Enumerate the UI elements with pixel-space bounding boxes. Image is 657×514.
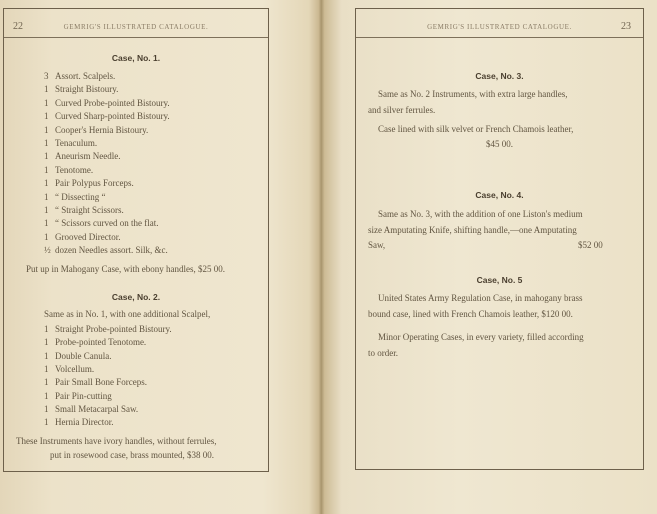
case-2-intro: Same as in No. 1, with one additional Scalpel, — [44, 309, 211, 319]
case-1-item-text: Cooper's Hernia Bistoury. — [55, 124, 149, 135]
case-4-title: Case, No. 4. — [475, 190, 524, 200]
case-1-item-qty: 1 — [44, 97, 49, 108]
case-1-item-text: Curved Probe-pointed Bistoury. — [55, 97, 170, 108]
right-page-frame — [355, 8, 644, 470]
case-1-item-qty: 1 — [44, 151, 49, 162]
case-1-item-text: Pair Polypus Forceps. — [55, 178, 134, 189]
case-1-item-text: “ Straight Scissors. — [55, 205, 124, 215]
case-2-item-qty: 1 — [44, 337, 49, 348]
case-1-item-qty: 1 — [44, 218, 49, 229]
case-2-item-qty: 1 — [44, 403, 49, 414]
case-2-item-text: Straight Probe-pointed Bistoury. — [55, 324, 172, 334]
case-1-item-qty: 1 — [44, 124, 49, 135]
case-2-footer-line2: put in rosewood case, brass mounted, $38 00. — [50, 450, 214, 460]
case-5-line4: to order. — [368, 348, 398, 358]
left-running-head: GEMRIG'S ILLUSTRATED CATALOGUE. — [63, 23, 209, 31]
case-4-line2: size Amputating Knife, shifting handle,—one Amputating — [368, 225, 577, 235]
case-1-item-text: Aneurism Needle. — [55, 151, 121, 162]
case-4-price: $52 00 — [578, 240, 603, 250]
right-page-number: 23 — [621, 21, 631, 32]
case-1-item-qty: 1 — [44, 191, 49, 202]
case-4-line3: Saw, — [368, 240, 386, 250]
case-2-item-qty: 1 — [44, 390, 49, 401]
case-1-item-qty: ½ — [44, 245, 51, 256]
case-5-line1: United States Army Regulation Case, in mahogany brass — [378, 293, 583, 303]
case-1-item-text: Grooved Director. — [55, 231, 121, 242]
case-5-title: Case, No. 5 — [476, 275, 523, 285]
case-5-line3: Minor Operating Cases, in every variety, filled according — [378, 332, 584, 342]
case-1-item-qty: 3 — [44, 71, 49, 81]
case-2-item-text: Volcellum. — [55, 363, 95, 374]
case-1-footer: Put up in Mahogany Case, with ebony handles, $25 00. — [26, 264, 225, 274]
case-2-item-text: Double Canula. — [55, 350, 112, 361]
case-1-item-qty: 1 — [44, 84, 49, 95]
case-5-line2: bound case, lined with French Chamois leather, $120 00. — [368, 309, 573, 319]
case-2-footer-line1: These Instruments have ivory handles, without ferrules, — [16, 436, 217, 446]
case-1-item-text: Tenaculum. — [55, 138, 98, 148]
case-3-line2: and silver ferrules. — [368, 105, 436, 115]
case-2-item-qty: 1 — [44, 350, 49, 361]
case-3-price: $45 00. — [486, 139, 513, 149]
case-2-item-text: Pair Small Bone Forceps. — [55, 377, 147, 388]
case-1-item-text: “ Scissors curved on the flat. — [55, 218, 159, 229]
case-2-title: Case, No. 2. — [111, 292, 161, 302]
case-1-item-text: Assort. Scalpels. — [55, 71, 116, 81]
case-1-item-qty: 1 — [44, 178, 49, 189]
case-2-item-qty: 1 — [44, 324, 49, 334]
case-3-line3: Case lined with silk velvet or French Chamois leather, — [378, 124, 574, 134]
case-2-item-text: Hernia Director. — [55, 417, 114, 428]
case-3-line1: Same as No. 2 Instruments, with extra large handles, — [378, 89, 568, 99]
case-2-item-text: Pair Pin-cutting — [55, 390, 112, 401]
case-1-item-qty: 1 — [44, 231, 49, 242]
case-1-item-text: Curved Sharp-pointed Bistoury. — [55, 111, 170, 122]
case-2-item-text: Probe-pointed Tenotome. — [55, 337, 147, 348]
case-1-item-qty: 1 — [44, 138, 49, 148]
left-page-number: 22 — [13, 21, 23, 32]
left-page-frame — [3, 8, 269, 472]
case-3-title: Case, No. 3. — [475, 71, 524, 81]
left-page-header — [4, 15, 268, 38]
case-1-item-text: “ Dissecting “ — [55, 191, 106, 202]
case-2-item-qty: 1 — [44, 377, 49, 388]
case-1-item-qty: 1 — [44, 164, 49, 175]
case-2-item-qty: 1 — [44, 417, 49, 428]
case-1-item-text: dozen Needles assort. Silk, &c. — [55, 245, 168, 256]
case-1-item-qty: 1 — [44, 205, 49, 215]
right-running-head: GEMRIG'S ILLUSTRATED CATALOGUE. — [427, 23, 572, 31]
right-page-header — [356, 15, 643, 38]
right-page — [322, 0, 657, 514]
case-1-item-text: Tenotome. — [55, 164, 94, 175]
case-2-item-qty: 1 — [44, 363, 49, 374]
case-1-item-qty: 1 — [44, 111, 49, 122]
case-1-title: Case, No. 1. — [111, 53, 161, 63]
left-page — [0, 0, 316, 514]
case-4-line1: Same as No. 3, with the addition of one Liston's medium — [378, 209, 583, 219]
case-2-item-text: Small Metacarpal Saw. — [55, 403, 139, 414]
case-1-item-text: Straight Bistoury. — [55, 84, 119, 95]
